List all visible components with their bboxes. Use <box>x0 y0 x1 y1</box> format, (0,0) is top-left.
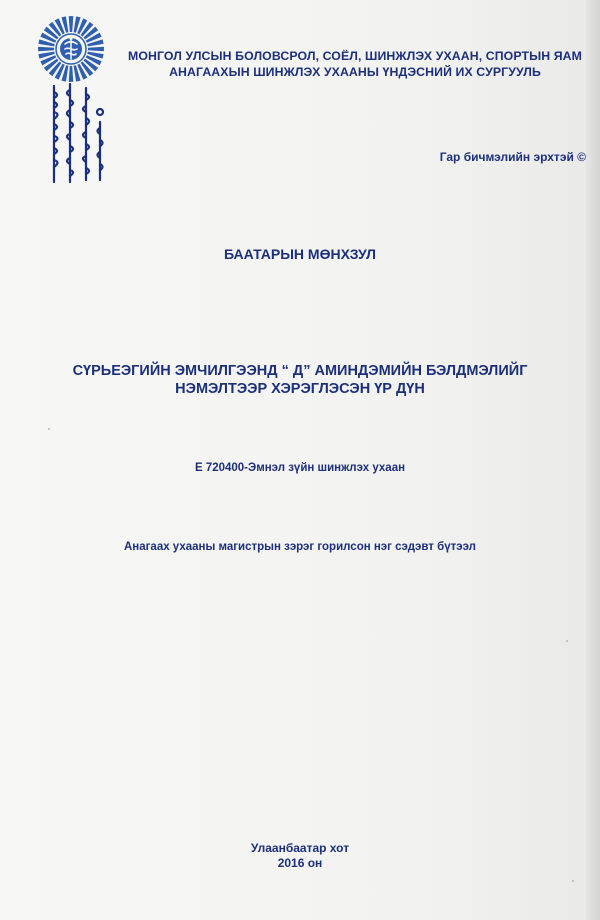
paper-speck <box>572 880 574 882</box>
page-edge <box>586 0 600 920</box>
university-emblem-icon <box>36 14 106 84</box>
degree-statement: Анагаах ухааны магистрын зэрэг горилсон нэг сэдэвт бүтээл <box>123 541 476 553</box>
copyright-notice: Гар бичмэлийн эрхтэй © <box>439 150 586 164</box>
thesis-title-line-2: НЭМЭЛТЭЭР ХЭРЭГЛЭСЭН ҮР ДҮН <box>175 381 425 397</box>
ministry-name: МОНГОЛ УЛСЫН БОЛОВСРОЛ, СОЁЛ, ШИНЖЛЭХ УХААН, СПОРТЫН ЯАМ <box>128 49 582 63</box>
emblem-ray <box>38 47 54 52</box>
year: 2016 он <box>277 856 323 870</box>
specialty-code: Е 720400-Эмнэл зүйн шинжлэх ухаан <box>194 462 406 474</box>
city: Улаанбаатар хот <box>250 841 350 855</box>
emblem-ray <box>88 47 104 52</box>
emblem-ray <box>69 16 74 32</box>
university-name: АНАГААХЫН ШИНЖЛЭХ УХААНЫ ҮНДЭСНИЙ ИХ СУРГУУЛЬ <box>169 65 541 79</box>
emblem-ray <box>69 66 74 82</box>
institution-header <box>120 48 590 80</box>
thesis-title <box>0 362 600 398</box>
paper-speck <box>48 428 50 430</box>
author-name: БААТАРЫН МӨНХЗУЛ <box>224 246 376 262</box>
mongolian-script-name <box>44 82 108 186</box>
paper-speck <box>566 640 568 642</box>
place-and-year <box>0 841 600 871</box>
thesis-title-line-1: СҮРЬЕЭГИЙН ЭМЧИЛГЭЭНД “ Д” АМИНДЭМИЙН БЭЛДМЭЛИЙГ <box>72 363 528 379</box>
